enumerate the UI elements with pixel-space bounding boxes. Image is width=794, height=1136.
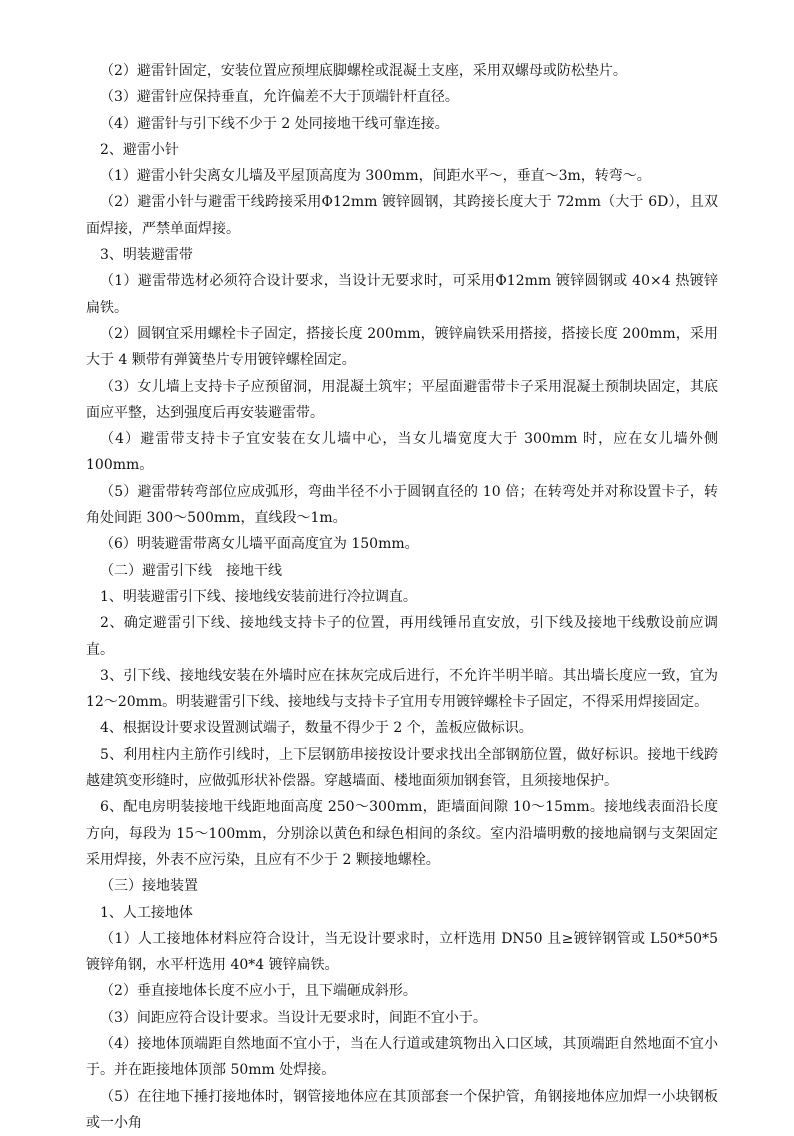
paragraph: 2、确定避雷引下线、接地线支持卡子的位置，再用线锤吊直安放，引下线及接地干线敷设前应调直。 — [86, 615, 718, 658]
paragraph: 6、配电房明装接地干线距地面高度 250～300mm，距墙面间隙 10～15mm。接地线表面沿长度方向，每段为 15～100mm，分别涂以黄色和绿色相间的条纹。室内沿墙明敷的接地扁钢与支架固定采用焊接，外表不应污染，且应有不少于 2 颗接地螺栓。 — [86, 799, 718, 868]
section-heading: （三）接地装置 — [100, 878, 198, 895]
paragraph: （2）圆钢宜采用螺栓卡子固定，搭接长度 200mm，镀锌扁铁采用搭接，搭接长度 200mm，采用大于 4 颗带有弹簧垫片专用镀锌螺栓固定。 — [86, 325, 718, 369]
paragraph: （3）避雷针应保持垂直，允许偏差不大于顶端针杆直径。 — [100, 89, 459, 106]
section-heading: 2、避雷小针 — [100, 141, 179, 158]
section-heading: （二）避雷引下线 接地干线 — [100, 562, 282, 579]
paragraph: 1、明装避雷引下线、接地线安装前进行冷拉调直。 — [100, 588, 417, 605]
paragraph: （2）垂直接地体长度不应小于，且下端砸成斜形。 — [100, 983, 417, 1000]
paragraph: （2）避雷针固定，安装位置应预埋底脚螺栓或混凝土支座，采用双螺母或防松垫片。 — [100, 63, 627, 79]
paragraph: （1）避雷带选材必须符合设计要求，当设计无要求时，可采用Φ12mm 镀锌圆钢或 40×4 热镀锌扁铁。 — [86, 273, 718, 316]
paragraph: （1）人工接地体材料应符合设计，当无设计要求时，立杆选用 DN50 且≥镀锌钢管或 L50*50*5 镀锌角钢，水平杆选用 40*4 镀锌扁铁。 — [86, 930, 718, 974]
paragraph: （4）避雷针与引下线不少于 2 处同接地干线可靠连接。 — [100, 115, 449, 132]
paragraph: 5、利用柱内主筋作引线时，上下层钢筋串接按设计要求找出全部钢筋位置，做好标识。接地干线跨越建筑变形缝时，应做弧形状补偿器。穿越墙面、楼地面须加钢套管，且须接地保护。 — [86, 746, 718, 790]
paragraph: （3）间距应符合设计要求。当设计无要求时，间距不宜小于。 — [100, 1009, 487, 1026]
paragraph: （4）避雷带支持卡子宜安装在女儿墙中心，当女儿墙宽度大于 300mm 时，应在女儿墙外侧 100mm。 — [86, 431, 718, 474]
section-heading: 1、人工接地体 — [100, 904, 193, 921]
paragraph: （1）避雷小针尖离女儿墙及平屋顶高度为 300mm，间距水平～，垂直～3m，转弯～。 — [100, 168, 651, 185]
paragraph: （3）女儿墙上支持卡子应预留洞，用混凝土筑牢；平屋面避雷带卡子采用混凝土预制块固定，其底面应平整，达到强度后再安装避雷带。 — [86, 378, 718, 421]
paragraph: 3、引下线、接地线安装在外墙时应在抹灰完成后进行，不允许半明半暗。其出墙长度应一致，宜为 12～20mm。明装避雷引下线、接地线与支持卡子宜用专用镀锌螺栓卡子固定，不得采用焊接固定。 — [86, 667, 718, 711]
section-heading: 3、明装避雷带 — [100, 247, 193, 264]
paragraph: （6）明装避雷带离女儿墙平面高度宜为 150mm。 — [100, 536, 419, 553]
paragraph: （5）避雷带转弯部位应成弧形，弯曲半径不小于圆钢直径的 10 倍；在转弯处并对称设置卡子，转角处间距 300～500mm，直线段～1m。 — [86, 483, 718, 527]
paragraph: （2）避雷小针与避雷干线跨接采用Φ12mm 镀锌圆钢，其跨接长度大于 72mm（大于 6D），且双面焊接，严禁单面焊接。 — [86, 194, 718, 237]
paragraph: （5）在往地下捶打接地体时，钢管接地体应在其顶部套一个保护管，角钢接地体应加焊一小块钢板或一小角 — [86, 1088, 718, 1131]
paragraph: 4、根据设计要求设置测试端子，数量不得少于 2 个，盖板应做标识。 — [100, 720, 533, 737]
paragraph: （4）接地体顶端距自然地面不宜小于，当在人行道或建筑物出入口区域，其顶端距自然地面不宜小于。并在距接地体顶部 50mm 处焊接。 — [86, 1035, 718, 1079]
document-body — [86, 58, 718, 1136]
